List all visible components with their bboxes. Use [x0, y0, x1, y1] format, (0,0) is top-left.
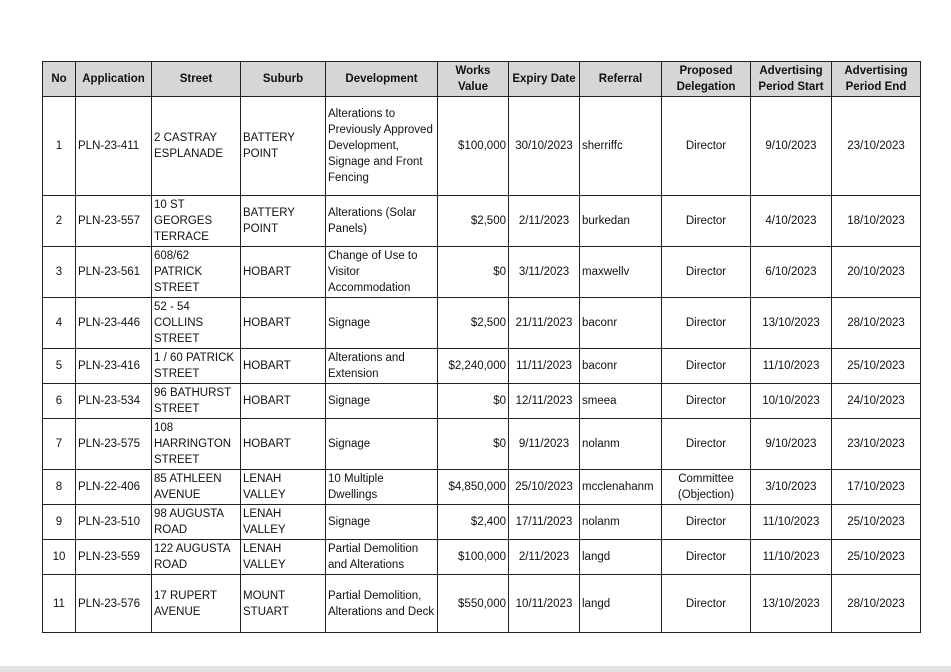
- cell-advertising-end: 28/10/2023: [832, 298, 921, 349]
- cell-proposed-delegation: Director: [662, 196, 751, 247]
- cell-development: Alterations to Previously Approved Development, Signage and Front Fencing: [326, 97, 438, 196]
- cell-advertising-start: 13/10/2023: [751, 575, 832, 633]
- cell-suburb: HOBART: [241, 247, 326, 298]
- cell-referral: smeea: [580, 384, 662, 419]
- cell-advertising-start: 11/10/2023: [751, 505, 832, 540]
- cell-street: 1 / 60 PATRICK STREET: [152, 349, 241, 384]
- cell-referral: langd: [580, 575, 662, 633]
- cell-application: PLN-23-510: [76, 505, 152, 540]
- cell-works-value: $2,500: [438, 196, 509, 247]
- table-row: [43, 97, 921, 196]
- cell-suburb: BATTERY POINT: [241, 97, 326, 196]
- cell-expiry-date: 30/10/2023: [509, 97, 580, 196]
- cell-application: PLN-23-416: [76, 349, 152, 384]
- cell-referral: baconr: [580, 349, 662, 384]
- cell-street: 98 AUGUSTA ROAD: [152, 505, 241, 540]
- cell-no: 5: [43, 349, 76, 384]
- cell-advertising-end: 25/10/2023: [832, 505, 921, 540]
- cell-referral: baconr: [580, 298, 662, 349]
- cell-advertising-start: 11/10/2023: [751, 540, 832, 575]
- col-header-advertising-end: Advertising Period End: [832, 62, 921, 97]
- cell-suburb: LENAH VALLEY: [241, 470, 326, 505]
- cell-works-value: $0: [438, 384, 509, 419]
- cell-works-value: $0: [438, 419, 509, 470]
- cell-no: 7: [43, 419, 76, 470]
- col-header-development: Development: [326, 62, 438, 97]
- cell-advertising-end: 18/10/2023: [832, 196, 921, 247]
- cell-development: Alterations and Extension: [326, 349, 438, 384]
- cell-street: 96 BATHURST STREET: [152, 384, 241, 419]
- cell-proposed-delegation: Director: [662, 349, 751, 384]
- cell-proposed-delegation: Director: [662, 505, 751, 540]
- cell-expiry-date: 10/11/2023: [509, 575, 580, 633]
- cell-works-value: $0: [438, 247, 509, 298]
- cell-development: Signage: [326, 298, 438, 349]
- cell-advertising-start: 9/10/2023: [751, 419, 832, 470]
- cell-advertising-end: 25/10/2023: [832, 349, 921, 384]
- col-header-application: Application: [76, 62, 152, 97]
- col-header-advertising-start: Advertising Period Start: [751, 62, 832, 97]
- cell-suburb: MOUNT STUART: [241, 575, 326, 633]
- cell-referral: nolanm: [580, 505, 662, 540]
- cell-works-value: $2,500: [438, 298, 509, 349]
- table-row: [43, 505, 921, 540]
- col-header-works-value: Works Value: [438, 62, 509, 97]
- cell-proposed-delegation: Director: [662, 540, 751, 575]
- table-row: [43, 470, 921, 505]
- cell-expiry-date: 2/11/2023: [509, 540, 580, 575]
- cell-advertising-end: 23/10/2023: [832, 97, 921, 196]
- cell-street: 108 HARRINGTON STREET: [152, 419, 241, 470]
- cell-advertising-end: 28/10/2023: [832, 575, 921, 633]
- table-row: [43, 196, 921, 247]
- cell-suburb: HOBART: [241, 298, 326, 349]
- cell-development: Signage: [326, 384, 438, 419]
- cell-advertising-end: 17/10/2023: [832, 470, 921, 505]
- cell-advertising-start: 11/10/2023: [751, 349, 832, 384]
- cell-street: 10 ST GEORGES TERRACE: [152, 196, 241, 247]
- cell-application: PLN-22-406: [76, 470, 152, 505]
- cell-street: 17 RUPERT AVENUE: [152, 575, 241, 633]
- col-header-proposed-delegation: Proposed Delegation: [662, 62, 751, 97]
- cell-street: 122 AUGUSTA ROAD: [152, 540, 241, 575]
- cell-referral: nolanm: [580, 419, 662, 470]
- cell-advertising-start: 3/10/2023: [751, 470, 832, 505]
- cell-application: PLN-23-557: [76, 196, 152, 247]
- cell-referral: langd: [580, 540, 662, 575]
- cell-advertising-start: 6/10/2023: [751, 247, 832, 298]
- cell-expiry-date: 21/11/2023: [509, 298, 580, 349]
- cell-no: 4: [43, 298, 76, 349]
- cell-proposed-delegation: Director: [662, 298, 751, 349]
- cell-expiry-date: 2/11/2023: [509, 196, 580, 247]
- table-row: [43, 247, 921, 298]
- cell-application: PLN-23-446: [76, 298, 152, 349]
- cell-development: Alterations (Solar Panels): [326, 196, 438, 247]
- cell-expiry-date: 9/11/2023: [509, 419, 580, 470]
- cell-expiry-date: 25/10/2023: [509, 470, 580, 505]
- cell-application: PLN-23-561: [76, 247, 152, 298]
- cell-suburb: BATTERY POINT: [241, 196, 326, 247]
- table-row: [43, 298, 921, 349]
- cell-expiry-date: 3/11/2023: [509, 247, 580, 298]
- col-header-suburb: Suburb: [241, 62, 326, 97]
- table-row: [43, 540, 921, 575]
- cell-no: 2: [43, 196, 76, 247]
- cell-works-value: $550,000: [438, 575, 509, 633]
- cell-proposed-delegation: Director: [662, 419, 751, 470]
- cell-suburb: LENAH VALLEY: [241, 505, 326, 540]
- cell-works-value: $100,000: [438, 540, 509, 575]
- bottom-scroll-strip: [0, 666, 951, 672]
- cell-application: PLN-23-559: [76, 540, 152, 575]
- cell-referral: mcclenahanm: [580, 470, 662, 505]
- cell-no: 6: [43, 384, 76, 419]
- cell-works-value: $2,400: [438, 505, 509, 540]
- cell-no: 8: [43, 470, 76, 505]
- cell-application: PLN-23-411: [76, 97, 152, 196]
- cell-proposed-delegation: Director: [662, 247, 751, 298]
- cell-street: 85 ATHLEEN AVENUE: [152, 470, 241, 505]
- cell-expiry-date: 11/11/2023: [509, 349, 580, 384]
- cell-works-value: $4,850,000: [438, 470, 509, 505]
- cell-application: PLN-23-575: [76, 419, 152, 470]
- table-row: [43, 419, 921, 470]
- table-row: [43, 349, 921, 384]
- cell-application: PLN-23-576: [76, 575, 152, 633]
- col-header-street: Street: [152, 62, 241, 97]
- cell-street: 52 - 54 COLLINS STREET: [152, 298, 241, 349]
- cell-no: 11: [43, 575, 76, 633]
- cell-advertising-end: 23/10/2023: [832, 419, 921, 470]
- header-row: [43, 62, 921, 97]
- cell-advertising-start: 4/10/2023: [751, 196, 832, 247]
- cell-works-value: $2,240,000: [438, 349, 509, 384]
- cell-no: 3: [43, 247, 76, 298]
- cell-development: 10 Multiple Dwellings: [326, 470, 438, 505]
- cell-suburb: HOBART: [241, 419, 326, 470]
- cell-suburb: HOBART: [241, 384, 326, 419]
- cell-development: Signage: [326, 419, 438, 470]
- col-header-expiry-date: Expiry Date: [509, 62, 580, 97]
- cell-expiry-date: 12/11/2023: [509, 384, 580, 419]
- cell-advertising-start: 9/10/2023: [751, 97, 832, 196]
- cell-no: 10: [43, 540, 76, 575]
- cell-suburb: HOBART: [241, 349, 326, 384]
- table-row: [43, 575, 921, 633]
- cell-proposed-delegation: Committee (Objection): [662, 470, 751, 505]
- cell-referral: sherriffc: [580, 97, 662, 196]
- col-header-no: No: [43, 62, 76, 97]
- cell-advertising-end: 20/10/2023: [832, 247, 921, 298]
- cell-works-value: $100,000: [438, 97, 509, 196]
- cell-expiry-date: 17/11/2023: [509, 505, 580, 540]
- table-row: [43, 384, 921, 419]
- cell-development: Change of Use to Visitor Accommodation: [326, 247, 438, 298]
- cell-suburb: LENAH VALLEY: [241, 540, 326, 575]
- cell-street: 608/62 PATRICK STREET: [152, 247, 241, 298]
- cell-advertising-start: 13/10/2023: [751, 298, 832, 349]
- cell-development: Partial Demolition, Alterations and Deck: [326, 575, 438, 633]
- cell-proposed-delegation: Director: [662, 384, 751, 419]
- cell-street: 2 CASTRAY ESPLANADE: [152, 97, 241, 196]
- cell-advertising-start: 10/10/2023: [751, 384, 832, 419]
- col-header-referral: Referral: [580, 62, 662, 97]
- planning-applications-table: [42, 61, 921, 633]
- cell-no: 9: [43, 505, 76, 540]
- cell-no: 1: [43, 97, 76, 196]
- cell-advertising-end: 24/10/2023: [832, 384, 921, 419]
- cell-referral: burkedan: [580, 196, 662, 247]
- cell-application: PLN-23-534: [76, 384, 152, 419]
- cell-development: Signage: [326, 505, 438, 540]
- cell-proposed-delegation: Director: [662, 97, 751, 196]
- cell-development: Partial Demolition and Alterations: [326, 540, 438, 575]
- cell-proposed-delegation: Director: [662, 575, 751, 633]
- cell-advertising-end: 25/10/2023: [832, 540, 921, 575]
- cell-referral: maxwellv: [580, 247, 662, 298]
